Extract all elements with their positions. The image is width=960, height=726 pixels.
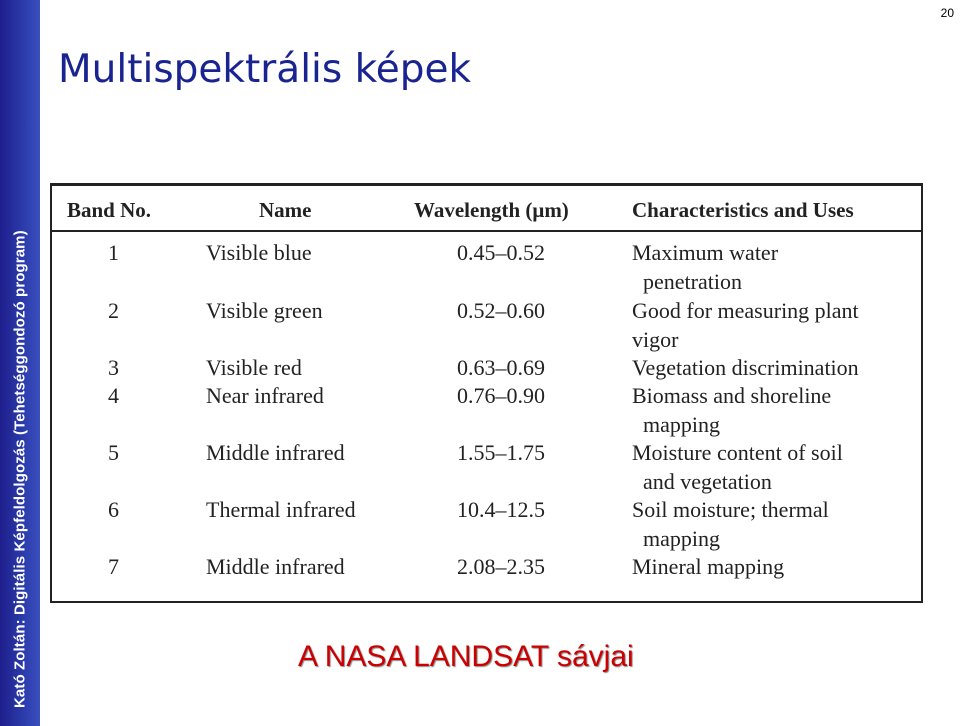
band-uses-line1: Moisture content of soil [632, 440, 843, 465]
band-name: Thermal infrared [206, 497, 356, 522]
header-wavelength: Wavelength (μm) [414, 198, 569, 222]
band-number: 7 [108, 554, 119, 579]
band-uses-line2: mapping [643, 526, 720, 551]
band-uses-line2: vigor [632, 327, 679, 352]
band-name: Near infrared [206, 383, 324, 408]
side-bar [0, 0, 40, 726]
table-row [52, 381, 921, 437]
band-uses [632, 495, 912, 553]
band-uses [632, 438, 912, 496]
band-wavelength: 0.76–0.90 [457, 383, 545, 408]
band-number: 3 [108, 355, 119, 380]
band-uses-line2: mapping [643, 412, 720, 437]
band-uses [632, 381, 912, 439]
band-wavelength: 0.63–0.69 [457, 355, 545, 380]
band-uses-line1: Good for measuring plant [632, 298, 859, 323]
band-wavelength: 10.4–12.5 [457, 497, 545, 522]
band-uses-line1: Vegetation discrimination [632, 355, 859, 380]
table-row [52, 552, 921, 608]
landsat-bands-table [50, 183, 923, 603]
slide-title: Multispektrális képek [58, 47, 472, 92]
header-uses: Characteristics and Uses [632, 198, 854, 222]
band-uses-line2: penetration [643, 269, 742, 294]
band-number: 4 [108, 383, 119, 408]
band-wavelength: 0.45–0.52 [457, 240, 545, 265]
table-header-row [52, 186, 921, 232]
band-wavelength: 0.52–0.60 [457, 298, 545, 323]
band-name: Visible green [206, 298, 323, 323]
band-uses [632, 296, 912, 354]
band-uses [632, 353, 912, 382]
band-name: Middle infrared [206, 554, 345, 579]
band-uses-line1: Mineral mapping [632, 554, 785, 579]
band-name: Visible red [206, 355, 302, 380]
band-uses [632, 238, 912, 296]
slide-caption: A NASA LANDSAT sávjai [298, 640, 634, 673]
band-uses-line1: Biomass and shoreline [632, 383, 832, 408]
band-number: 1 [108, 240, 119, 265]
band-number: 6 [108, 497, 119, 522]
band-uses [632, 552, 912, 581]
header-band: Band No. [67, 198, 152, 222]
band-uses-line1: Soil moisture; thermal [632, 497, 829, 522]
side-label: Kató Zoltán: Digitális Képfeldolgozás (Tehetséggondozó program) [11, 230, 29, 708]
table-row [52, 495, 921, 551]
page-number: 20 [940, 6, 954, 20]
band-number: 5 [108, 440, 119, 465]
table-row [52, 296, 921, 352]
band-wavelength: 1.55–1.75 [457, 440, 545, 465]
band-wavelength: 2.08–2.35 [457, 554, 545, 579]
band-name: Visible blue [206, 240, 312, 265]
band-number: 2 [108, 298, 119, 323]
band-uses-line1: Maximum water [632, 240, 779, 265]
band-uses-line2: and vegetation [643, 469, 772, 494]
table-row [52, 438, 921, 494]
band-name: Middle infrared [206, 440, 345, 465]
header-name: Name [259, 198, 312, 222]
table-row [52, 238, 921, 294]
